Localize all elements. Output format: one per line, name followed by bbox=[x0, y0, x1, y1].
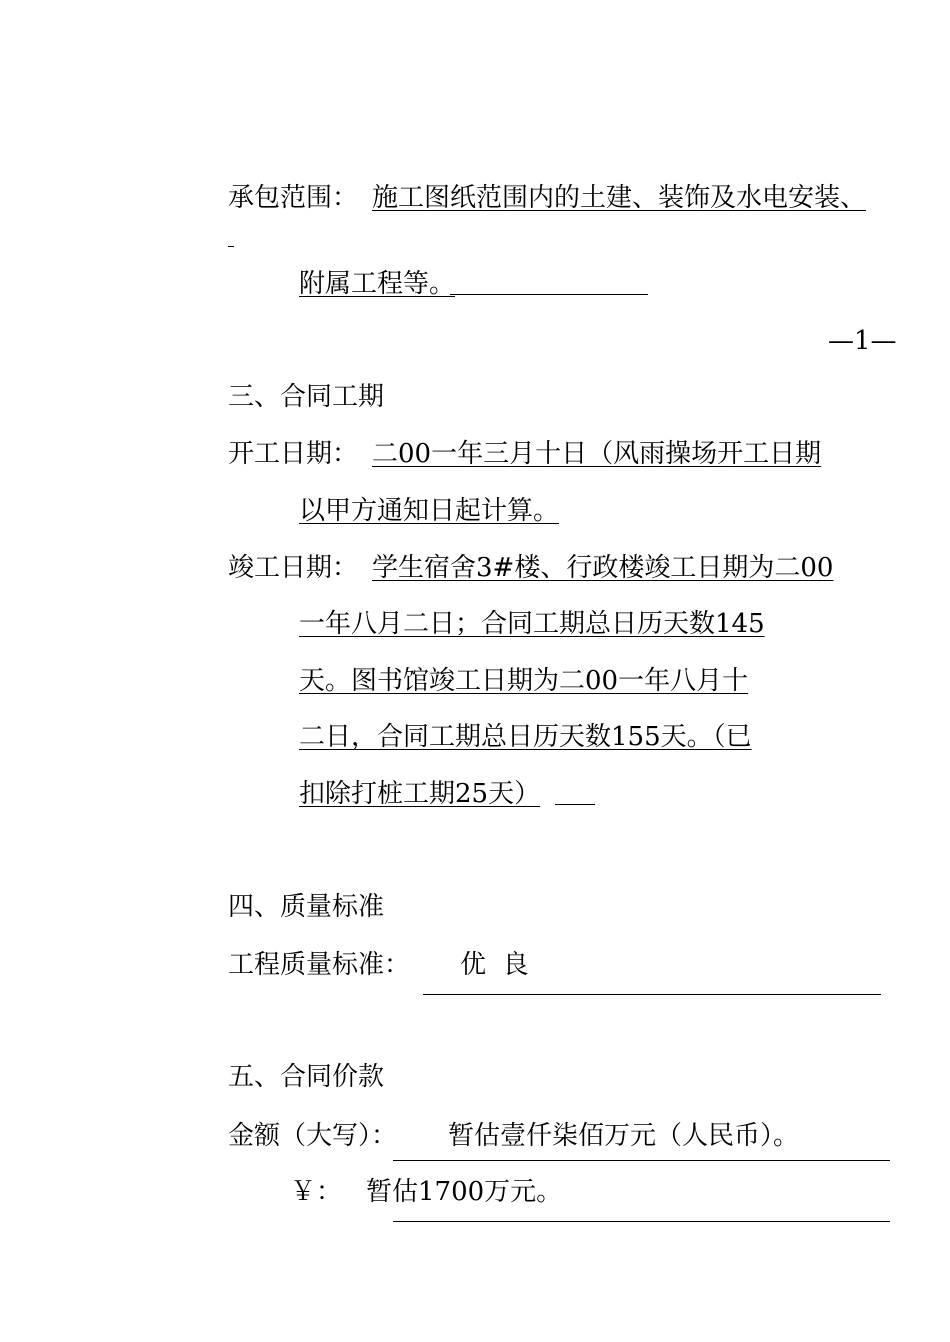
end-date-line3: 天。图书馆竣工日期为二00一年八月十 bbox=[299, 666, 749, 696]
end-date-line2: 一年八月二日；合同工期总日历天数145 bbox=[299, 609, 765, 639]
end-date-line4: 二日，合同工期总日历天数155天。（已 bbox=[299, 722, 752, 752]
end-date-line1: 学生宿舍3#楼、行政楼竣工日期为二00 bbox=[372, 553, 834, 583]
scope-fill-line bbox=[450, 294, 648, 295]
quality-underline bbox=[423, 994, 881, 995]
scope-label: 承包范围： bbox=[228, 183, 359, 213]
yen-label: ￥： bbox=[290, 1177, 343, 1207]
start-date-line1: 二00一年三月十日（风雨操场开工日期 bbox=[372, 439, 822, 469]
end-date-label: 竣工日期： bbox=[228, 553, 359, 583]
page-number: —1— bbox=[828, 326, 897, 356]
section3-heading: 三、合同工期 bbox=[228, 382, 385, 412]
amount-label: 金额（大写）： bbox=[228, 1121, 398, 1151]
section5-heading: 五、合同价款 bbox=[228, 1062, 385, 1092]
end-date-fill-line bbox=[555, 804, 595, 805]
quality-value: 优 良 bbox=[460, 950, 529, 980]
yen-underline bbox=[393, 1221, 890, 1222]
scope-value-line1: 施工图纸范围内的土建、装饰及水电安装、 bbox=[372, 183, 867, 213]
start-date-label: 开工日期： bbox=[228, 439, 359, 469]
amount-underline bbox=[393, 1160, 890, 1161]
start-date-line2: 以甲方通知日起计算。 bbox=[299, 496, 560, 526]
section4-heading: 四、质量标准 bbox=[228, 892, 385, 922]
yen-value: 暂估1700万元。 bbox=[366, 1177, 563, 1207]
quality-label: 工程质量标准： bbox=[228, 950, 411, 980]
stray-mark bbox=[228, 246, 234, 247]
scope-value-line2: 附属工程等。 bbox=[299, 269, 456, 299]
end-date-line5: 扣除打桩工期25天） bbox=[299, 779, 541, 809]
amount-value: 暂估壹仟柒佰万元（人民币）。 bbox=[448, 1121, 800, 1151]
